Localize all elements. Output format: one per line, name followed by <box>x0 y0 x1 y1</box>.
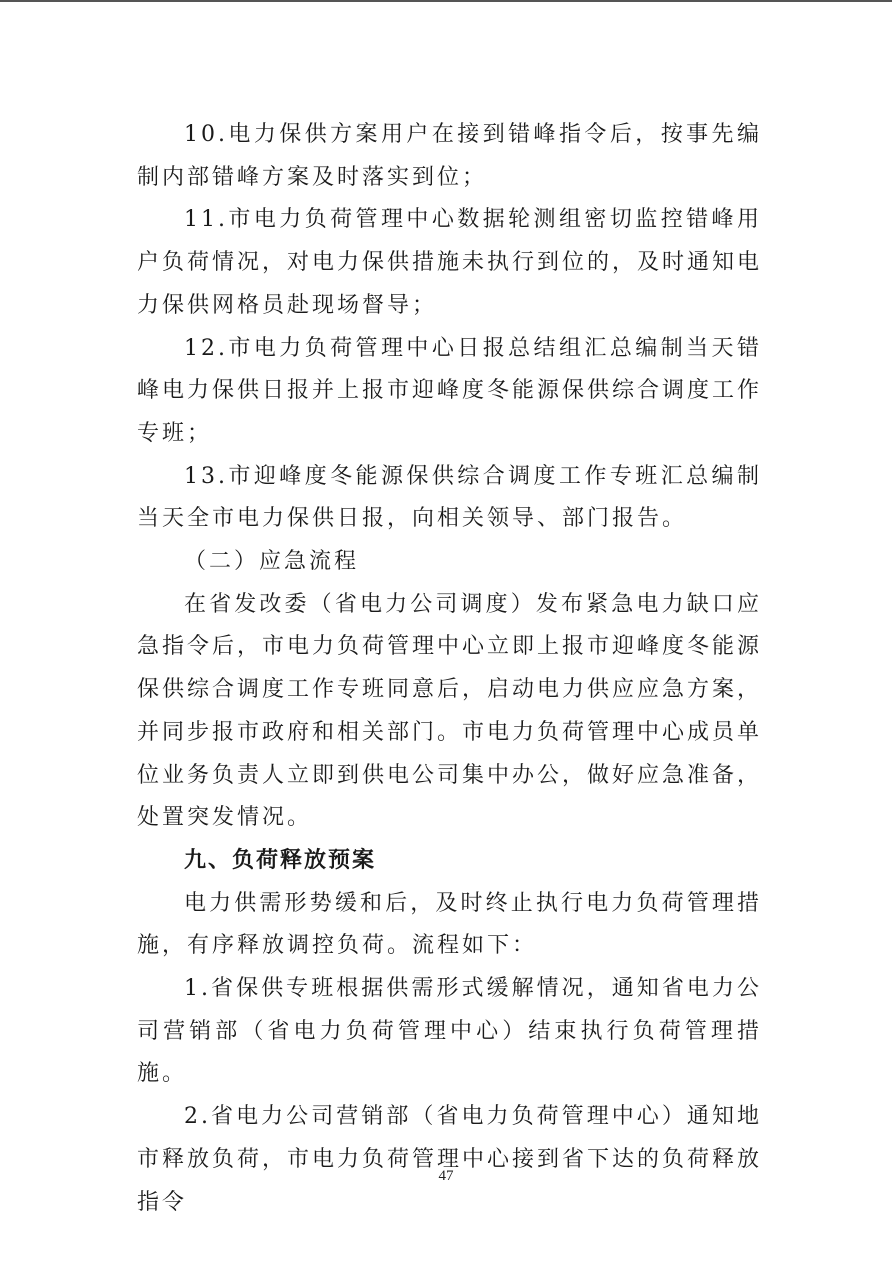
section-heading-load-release: 九、负荷释放预案 <box>184 847 377 873</box>
paragraph-item-11: 11.市电力负荷管理中心数据轮测组密切监控错峰用户负荷情况，对电力保供措施未执行到位的，及时通知电力保供网格员赴现场督导； <box>137 207 763 318</box>
paragraph-item-10: 10.电力保供方案用户在接到错峰指令后，按事先编制内部错峰方案及时落实到位； <box>137 122 762 190</box>
page-number: 47 <box>438 1168 454 1184</box>
subheading-emergency-process: （二）应急流程 <box>184 549 360 575</box>
paragraph-item-13: 13.市迎峰度冬能源保供综合调度工作专班汇总编制当天全市电力保供日报，向相关领导、部门报告。 <box>137 463 762 532</box>
paragraph-item-12: 12.市电力负荷管理中心日报总结组汇总编制当天错峰电力保供日报并上报市迎峰度冬能源保供综合调度工作专班； <box>137 335 763 446</box>
paragraph-load-release-intro: 电力供需形势缓和后，及时终止执行电力负荷管理措施，有序释放调控负荷。流程如下： <box>137 890 762 959</box>
paragraph-step-1: 1.省保供专班根据供需形式缓解情况，通知省电力公司营销部（省电力负荷管理中心）结束执行负荷管理措施。 <box>137 976 762 1087</box>
document-body <box>137 114 762 1224</box>
paragraph-emergency-process: 在省发改委（省电力公司调度）发布紧急电力缺口应急指令后，市电力负荷管理中心立即上报市迎峰度冬能源保供综合调度工作专班同意后，启动电力供应应急方案，并同步报市政府和相关部门。市电力负荷管理中心成员单位业务负责人立即到供电公司集中办公，做好应急准备，处置突发情况。 <box>137 591 763 831</box>
paragraph-step-2: 2.省电力公司营销部（省电力负荷管理中心）通知地市释放负荷，市电力负荷管理中心接到省下达的负荷释放指令 <box>137 1104 763 1215</box>
